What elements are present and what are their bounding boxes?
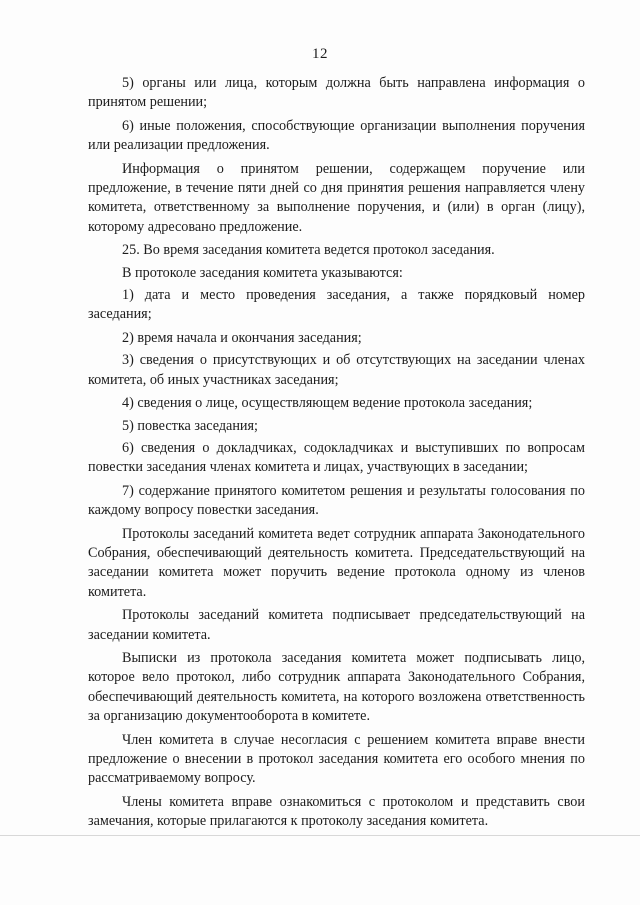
paragraph-dissent-opinion: Член комитета в случае несогласия с решением комитета вправе внести предложение о внесении в протокол заседания комитета его особого мнения по рассматриваемому вопросу. — [88, 731, 585, 787]
page-number: 12 — [312, 46, 328, 62]
list-item-protocol-5: 5) повестка заседания; — [122, 417, 258, 434]
list-item-protocol-4: 4) сведения о лице, осуществляющем ведение протокола заседания; — [122, 395, 533, 412]
paragraph-protocol-contents: В протоколе заседания комитета указываются: — [122, 264, 403, 281]
list-item-protocol-6: 6) сведения о докладчиках, содокладчиках и выступивших по вопросам повестки заседания членах комитета и лицах, участвующих в заседании; — [88, 439, 585, 476]
document-body — [88, 74, 585, 836]
paragraph-decision-info: Информация о принятом решении, содержащем поручение или предложение, в течение пяти дней со дня принятия решения направляется члену комитета, ответственному за выполнение поручения, и (или) в орган (лицу), которому адресовано предложение. — [88, 160, 585, 235]
paragraph-item-6: 6) иные положения, способствующие организации выполнения поручения или реализации предложения. — [88, 117, 585, 154]
list-item-protocol-1: 1) дата и место проведения заседания, а также порядковый номер заседания; — [88, 287, 585, 323]
paragraph-member-remarks: Члены комитета вправе ознакомиться с протоколом и представить свои замечания, которые прилагаются к протоколу заседания комитета. — [88, 793, 585, 830]
paragraph-protocol-signer: Протоколы заседаний комитета подписывает председательствующий на заседании комитета. — [88, 607, 585, 643]
paragraph-section-25: 25. Во время заседания комитета ведется протокол заседания. — [122, 242, 495, 259]
page-bottom-divider — [0, 835, 640, 836]
list-item-protocol-3: 3) сведения о присутствующих и об отсутствующих на заседании членах комитета, об иных участниках заседания; — [88, 352, 585, 388]
list-item-protocol-7: 7) содержание принятого комитетом решения и результаты голосования по каждому вопросу повестки заседания. — [88, 482, 585, 519]
paragraph-protocol-extracts: Выписки из протокола заседания комитета может подписывать лицо, которое вело протокол, либо сотрудник аппарата Законодательного Собрания, обеспечивающий деятельность комитета, на которого возложена ответственность за организацию документооборота в комитете. — [88, 649, 585, 725]
paragraph-protocol-keeper: Протоколы заседаний комитета ведет сотрудник аппарата Законодательного Собрания, обеспечивающий деятельность комитета. Председательствующий на заседании комитета может поручить ведение протокола одному из членов комитета. — [88, 525, 585, 600]
paragraph-item-5: 5) органы или лица, которым должна быть направлена информация о принятом решении; — [88, 75, 585, 111]
list-item-protocol-2: 2) время начала и окончания заседания; — [122, 329, 362, 346]
